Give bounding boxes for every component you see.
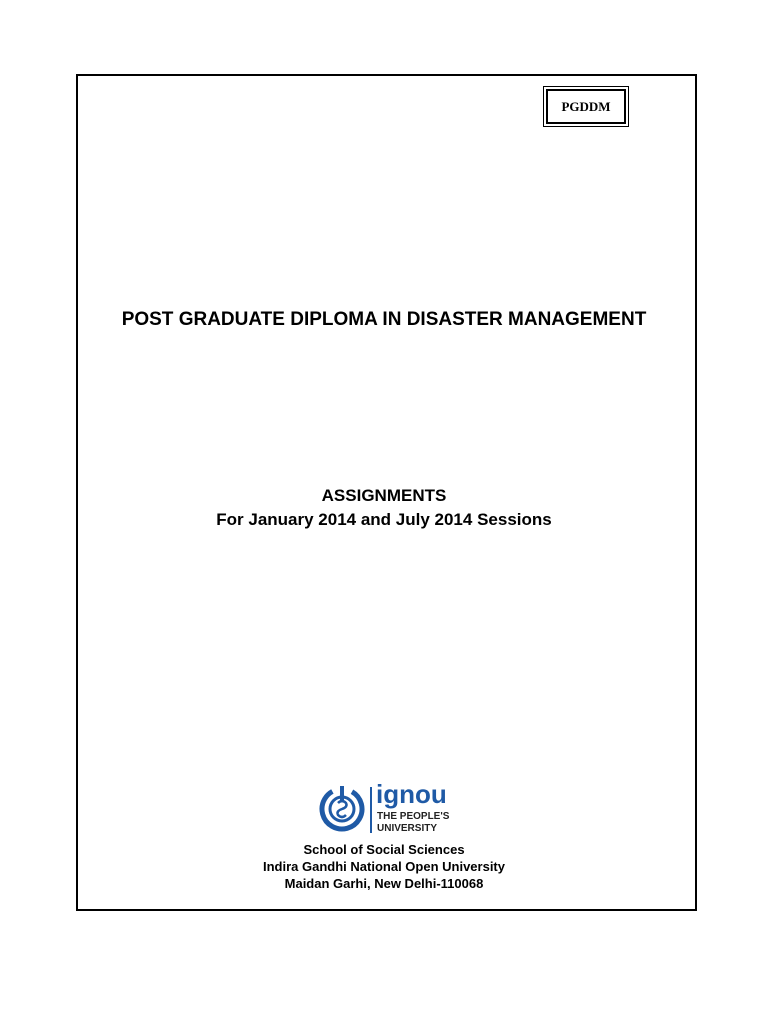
- university-location: Maidan Garhi, New Delhi-110068: [284, 876, 484, 891]
- school-name: School of Social Sciences: [303, 842, 465, 857]
- university-name: Indira Gandhi National Open University: [263, 859, 505, 874]
- logo-divider: [370, 787, 372, 833]
- assignments-heading: ASSIGNMENTS: [321, 486, 447, 505]
- ignou-emblem-icon: [318, 785, 368, 835]
- programme-code-box: [543, 86, 629, 127]
- logo-wordmark: ignou: [376, 779, 447, 809]
- logo-tagline-line1: THE PEOPLE'S: [377, 811, 450, 822]
- ignou-logo: [318, 779, 458, 837]
- document-title: POST GRADUATE DIPLOMA IN DISASTER MANAGEMENT: [121, 309, 647, 330]
- sessions-line: For January 2014 and July 2014 Sessions: [216, 510, 552, 529]
- programme-code-label: PGDDM: [546, 89, 626, 124]
- logo-tagline-line2: UNIVERSITY: [377, 823, 438, 834]
